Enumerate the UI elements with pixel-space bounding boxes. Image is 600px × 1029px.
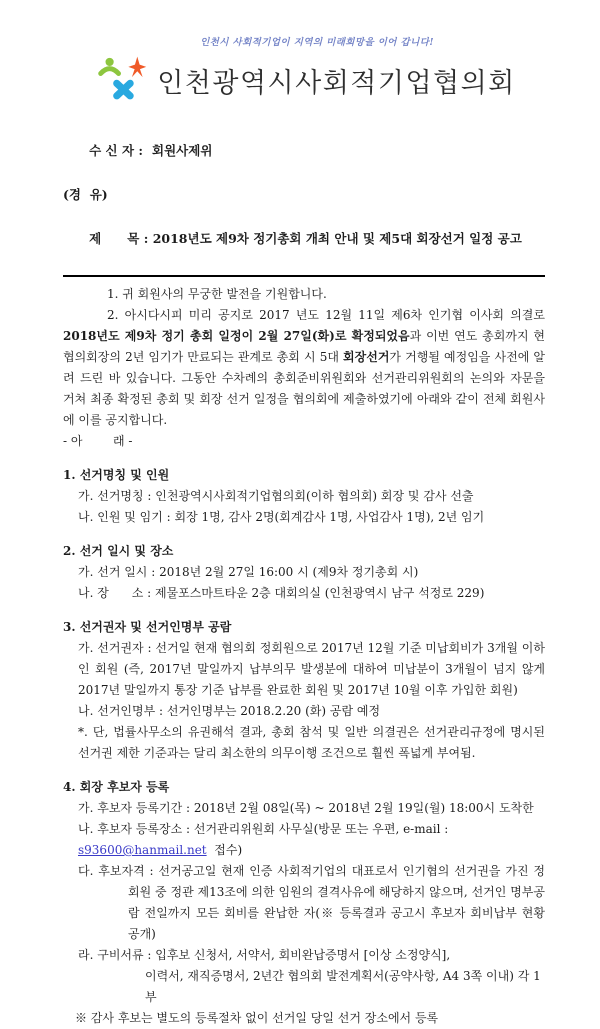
list-item: 가. 선거명칭 : 인천광역시사회적기업협의회(이하 협의회) 회장 및 감사 선출 [78,489,474,503]
para2-bold-schedule: 2018년도 제9차 정기 총회 일정이 2월 27일(화)로 확정되었음 [63,329,410,343]
section-title: 1. 선거명칭 및 인원 [63,468,170,482]
section-election-datetime [63,541,545,604]
recipient-label: 수 신 자 : [89,143,144,158]
body-paragraph-2 [63,305,545,431]
document-meta [63,118,545,277]
para2-text: 2. 아시다시피 미리 공지로 2017 년도 12월 11일 제6차 인기협 이사회 의결로 [107,308,545,322]
list-item-registration-place [63,819,545,861]
list-item: 다. 후보자격 : 선거공고일 현재 인증 사회적기업의 대표로서 인기협의 선거권을 가진 정회원 중 정관 제13조에 의한 임원의 결격사유에 해당하지 않으며, 선거인 명부공람 전일까지 모든 회비를 완납한 자(※ 등록결과 공고시 후보자 회비납부 현황 공개) [78,864,545,941]
list-item: 가. 선거권자 : 선거일 현재 협의회 정회원으로 2017년 12월 기준 미납회비가 3개월 이하인 회원 (즉, 2017년 말일까지 납부의무 발생분에 대하여 미납분이 3개월이 넘지 않게 2017년 말일까지 통장 기준 납부를 완료한 회원 및 2017년 10월 이후 가입한 회원) [78,641,545,697]
list-item: *. 단, 법률사무소의 유권해석 결과, 총회 참석 및 일반 의결권은 선거관리규정에 명시된 선거권 제한 기준과는 달리 최소한의 의무이행 조건으로 훨씬 폭넓게 부여됨. [78,725,545,760]
header-brand [63,55,545,105]
para2-text: 과 이번 연도 총회까지 현 협의회장의 2년 임기가 만료되는 관계로 총회 시 5대 [63,329,545,364]
email-link[interactable]: s93600@hanmail.net [78,843,207,857]
header-tagline: 인천시 사회적기업이 지역의 미래희망을 이어 갑니다! [200,37,434,48]
section-election-name [63,465,545,528]
section-title: 4. 회장 후보자 등록 [63,780,170,794]
list-item: 가. 선거 일시 : 2018년 2월 27일 16:00 시 (제9차 정기총회 시) [78,565,419,579]
subject-value: 2018년도 제9차 정기총회 개최 안내 및 제5대 회장선거 일정 공고 [152,231,522,246]
list-item: 나. 선거인명부 : 선거인명부는 2018.2.20 (화) 공람 예정 [78,704,381,718]
org-logo-icon [98,55,148,105]
list-item: 나. 장 소 : 제물포스마트타운 2층 대회의실 (인천광역시 남구 석정로 229) [78,586,485,600]
subject-label: 제 목 : [89,231,153,246]
para2-bold-election: 회장선거 [343,350,390,364]
section-title: 3. 선거권자 및 선거인명부 공람 [63,620,232,634]
page-title: 인천광역시사회적기업협의회 [157,67,516,99]
document-body [63,284,545,452]
list-item-continuation: 이력서, 재직증명서, 2년간 협의회 발전계획서(공약사항, A4 3쪽 이내) 각 1부 [145,969,541,1004]
section-title: 2. 선거 일시 및 장소 [63,544,174,558]
below-divider: - 아 래 - [63,434,133,448]
auditor-note: ※ 감사 후보는 별도의 등록절차 없이 선거일 당일 선거 장소에서 등록 [75,1011,439,1025]
registration-place-text: 나. 후보자 등록장소 : 선거관리위원회 사무실(방문 또는 우편, e-mail : [78,822,453,836]
para2-text: 가 거행될 예정임을 사전에 알려 드린 바 있습니다. 그동안 수차례의 총회준비위원회와 선거관리위원회의 논의와 자문을 거쳐 최종 확정된 총회 및 회장 선거 일정을 협의회에 제출하였기에 아래와 같이 전체 회원사에 이를 공지합니다. [63,350,545,427]
list-item: 가. 후보자 등록기간 : 2018년 2월 08일(목) ~ 2018년 2월 19일(월) 18:00시 도착한 [78,801,534,815]
section-electorate [63,617,545,764]
section-candidate-registration [63,777,545,1029]
body-paragraph-1: 1. 귀 회원사의 무궁한 발전을 기원합니다. [107,287,327,301]
via-line: (경 유) [63,187,108,202]
recipient-value: 회원사제위 [152,143,213,158]
registration-place-suffix: 접수) [206,843,243,857]
subject-line [63,206,545,272]
recipient-line [63,118,545,184]
list-item: 라. 구비서류 : 입후보 신청서, 서약서, 회비완납증명서 [이상 소정양식], [78,948,451,962]
list-item: 나. 인원 및 임기 : 회장 1명, 감사 2명(회계감사 1명, 사업감사 1명), 2년 임기 [78,510,485,524]
